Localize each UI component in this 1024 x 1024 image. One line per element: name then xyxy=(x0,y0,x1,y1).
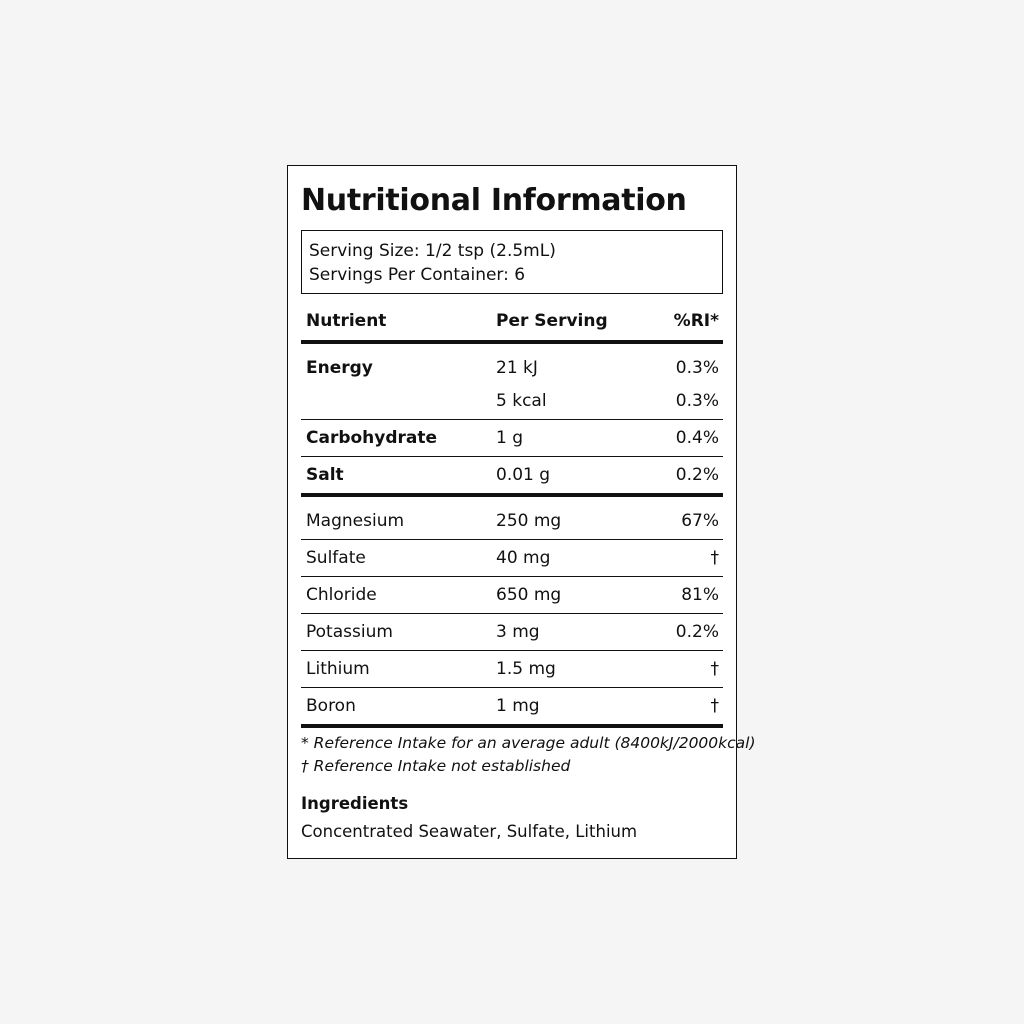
nutrient-name: Energy xyxy=(306,358,373,378)
nutrient-name: Salt xyxy=(306,465,344,485)
nutrient-name: Boron xyxy=(306,696,356,716)
footnotes xyxy=(301,732,756,778)
ingredients-list: Concentrated Seawater, Sulfate, Lithium xyxy=(301,822,638,841)
nutrient-amount: 5 kcal xyxy=(496,391,547,411)
header-ri: %RI* xyxy=(673,311,719,331)
nutrient-table xyxy=(301,304,723,728)
nutrient-name: Lithium xyxy=(306,659,370,679)
nutrient-amount: 650 mg xyxy=(496,585,562,605)
footnote-ri: * Reference Intake for an average adult (8400kJ/2000kcal) xyxy=(301,734,756,752)
nutrient-name: Sulfate xyxy=(306,548,366,568)
table-header-row xyxy=(301,304,723,344)
ingredients-heading: Ingredients xyxy=(301,794,409,813)
nutrient-name: Magnesium xyxy=(306,511,405,531)
nutrition-label xyxy=(287,165,756,859)
table-row xyxy=(301,688,723,728)
nutrient-ri: 0.2% xyxy=(675,465,719,485)
label-title: Nutritional Information xyxy=(301,183,687,218)
nutrient-amount: 21 kJ xyxy=(496,358,538,378)
nutrient-ri: 0.4% xyxy=(675,428,719,448)
table-row xyxy=(301,614,723,651)
nutrient-ri: 81% xyxy=(681,585,719,605)
table-row xyxy=(301,420,723,457)
nutrient-amount: 40 mg xyxy=(496,548,551,568)
serving-info-box xyxy=(301,230,723,294)
nutrient-amount: 1 g xyxy=(496,428,524,448)
table-row xyxy=(301,540,723,577)
table-row xyxy=(301,497,723,540)
nutrient-name: Carbohydrate xyxy=(306,428,438,448)
nutrient-name: Potassium xyxy=(306,622,393,642)
table-row xyxy=(301,651,723,688)
nutrient-name: Chloride xyxy=(306,585,377,605)
nutrient-amount: 250 mg xyxy=(496,511,562,531)
nutrient-ri: † xyxy=(710,548,719,568)
header-nutrient: Nutrient xyxy=(306,311,387,331)
nutrient-ri: 0.2% xyxy=(675,622,719,642)
nutrient-ri: 67% xyxy=(681,511,719,531)
footnote-not-established: † Reference Intake not established xyxy=(301,757,571,775)
table-row xyxy=(301,344,723,386)
nutrient-amount: 0.01 g xyxy=(496,465,551,485)
nutrient-ri: † xyxy=(710,696,719,716)
nutrient-amount: 3 mg xyxy=(496,622,540,642)
nutrient-ri: † xyxy=(710,659,719,679)
servings-per-container: Servings Per Container: 6 xyxy=(309,265,526,285)
nutrient-amount: 1 mg xyxy=(496,696,540,716)
table-row xyxy=(301,457,723,497)
table-row xyxy=(301,386,723,420)
header-per-serving: Per Serving xyxy=(496,311,608,331)
nutrient-amount: 1.5 mg xyxy=(496,659,556,679)
nutrient-ri: 0.3% xyxy=(675,391,719,411)
nutrient-ri: 0.3% xyxy=(675,358,719,378)
table-row xyxy=(301,577,723,614)
serving-size: Serving Size: 1/2 tsp (2.5mL) xyxy=(309,241,556,261)
